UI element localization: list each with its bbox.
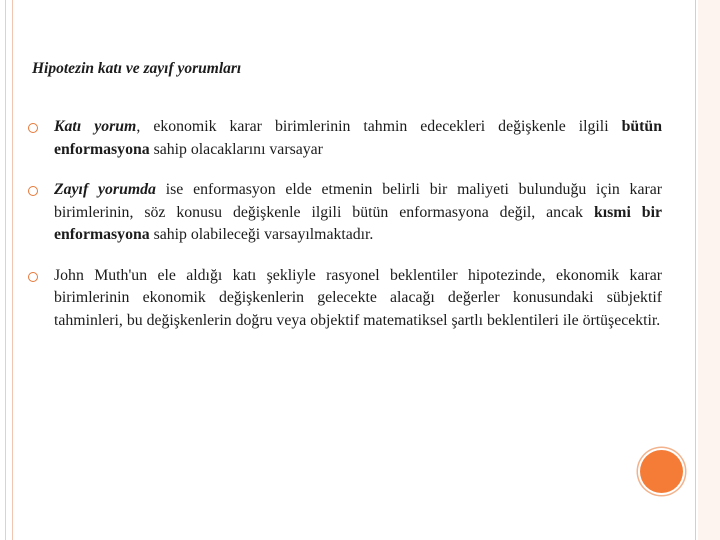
bullet-text: , ekonomik karar birimlerinin tahmin edecekleri değişkenle ilgili bbox=[136, 118, 622, 135]
bullet-item-weak-interpretation bbox=[26, 179, 662, 247]
right-decorative-band bbox=[698, 0, 720, 540]
orange-circle-decoration bbox=[640, 450, 683, 493]
term-strict-interpretation: Katı yorum bbox=[54, 118, 137, 135]
bullet-text: ise enformasyon elde etmenin belirli bir maliyeti bulunduğu için karar birimlerinin, söz konusu değişkenle ilgili bütün enformasyona değil, ancak bbox=[54, 181, 662, 221]
bullet-text: John Muth'un ele aldığı katı şekliyle rasyonel beklentiler hipotezinde, ekonomik karar birimlerinin ekonomik değişkenlerin gelecekte alacağı değerler konusundaki sübjektif tahminleri, bu değişkenlerin doğru veya objektif matematiksel şartlı beklentileri ile örtüşecektir. bbox=[54, 266, 662, 329]
bullet-item-muth-hypothesis bbox=[26, 265, 662, 333]
bullet-list bbox=[26, 116, 662, 332]
bullet-item-strict-interpretation bbox=[26, 116, 662, 161]
emphasis-all-information: bütün enformasyona bbox=[54, 118, 662, 158]
bullet-text: sahip olacaklarını varsayar bbox=[149, 140, 323, 158]
circle-bullet-icon bbox=[28, 272, 38, 282]
circle-bullet-icon bbox=[28, 123, 38, 133]
emphasis-partial-information: kısmi bir enformasyona bbox=[54, 203, 662, 243]
circle-bullet-icon bbox=[28, 186, 38, 196]
bullet-text: sahip olabileceği varsayılmaktadır. bbox=[149, 226, 374, 243]
term-weak-interpretation: Zayıf yorumda bbox=[54, 181, 156, 198]
slide-title: Hipotezin katı ve zayıf yorumları bbox=[32, 60, 242, 77]
